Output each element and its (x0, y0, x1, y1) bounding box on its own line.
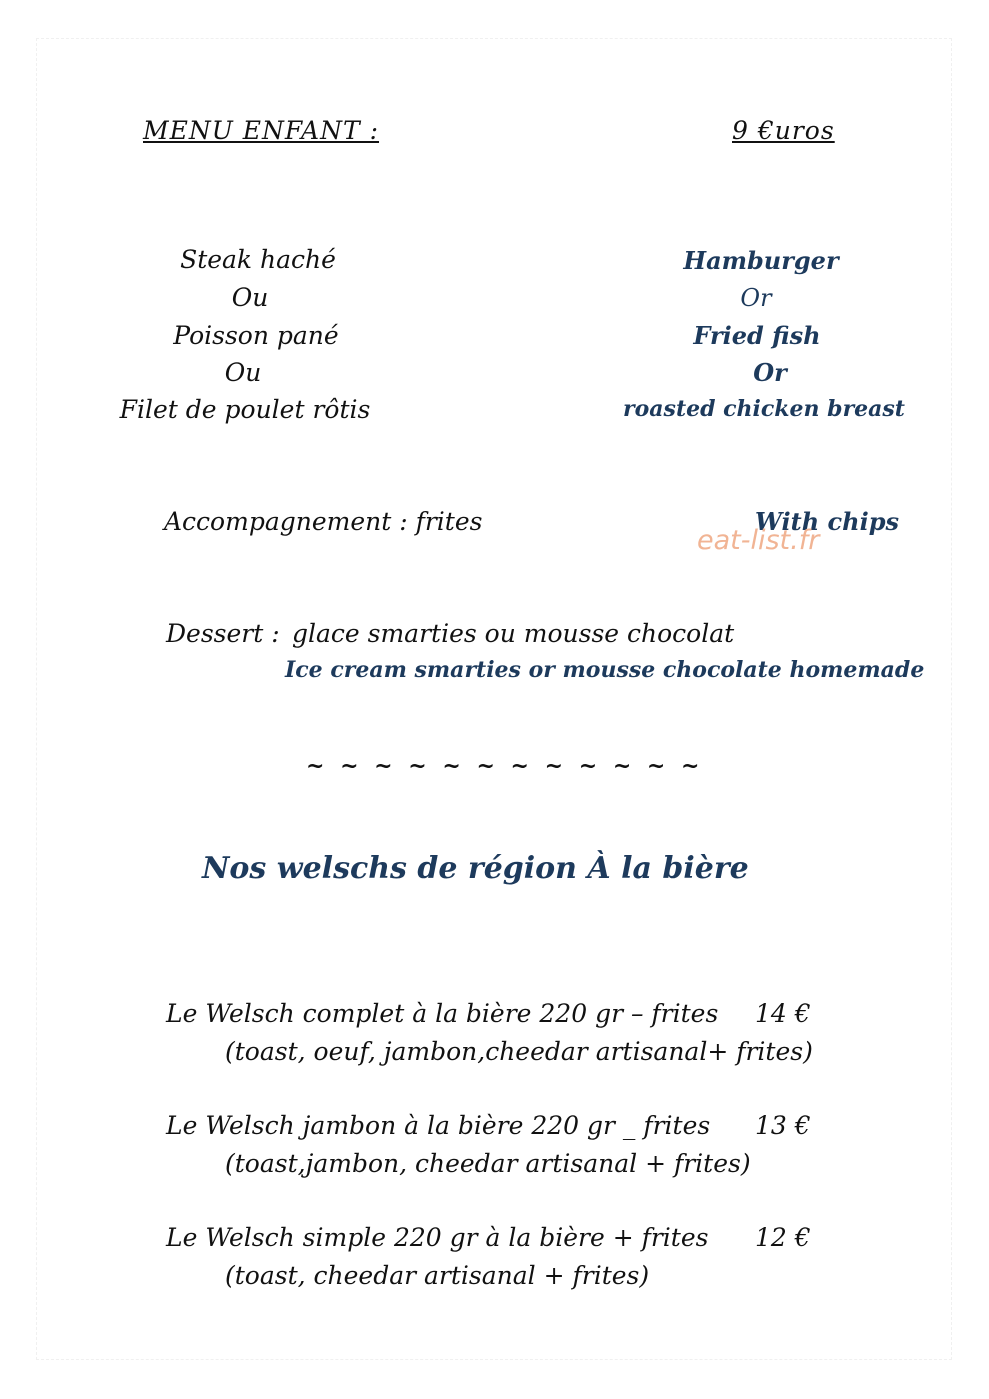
choice-en-chicken: roasted chicken breast (623, 396, 905, 422)
choice-en-or-2: Or (753, 358, 787, 387)
section-title: Nos welschs de région À la bière (202, 851, 749, 886)
welsch-item-price: 13 € (755, 1111, 811, 1140)
welsch-item-price: 14 € (755, 999, 811, 1028)
choice-fr-or-2: Ou (224, 358, 262, 387)
separator: ~ ~ ~ ~ ~ ~ ~ ~ ~ ~ ~ ~ (306, 753, 704, 779)
choice-fr-or-1: Ou (231, 283, 269, 312)
choice-en-or-1: Or (740, 284, 772, 312)
dessert-label: Dessert : (166, 619, 280, 648)
menu-title: MENU ENFANT : (143, 116, 380, 145)
choice-en-fish: Fried fish (693, 321, 821, 350)
welsch-item-name: Le Welsch simple 220 gr à la bière + frites (166, 1223, 709, 1252)
menu-price: 9 €uros (732, 116, 835, 145)
choice-fr-fish: Poisson pané (173, 321, 339, 350)
side-en: With chips (755, 507, 900, 536)
welsch-item-description: (toast,jambon, cheedar artisanal + frites) (225, 1149, 751, 1178)
choice-fr-chicken: Filet de poulet rôtis (119, 395, 371, 424)
dessert-en: Ice cream smarties or mousse chocolate homemade (285, 657, 925, 683)
welsch-item-name: Le Welsch complet à la bière 220 gr – frites (166, 999, 719, 1028)
welsch-item-description: (toast, oeuf, jambon,cheedar artisanal+ frites) (225, 1037, 813, 1066)
watermark-text: eat-list.fr (697, 525, 820, 556)
side-fr: Accompagnement : frites (164, 507, 483, 536)
welsch-item-description: (toast, cheedar artisanal + frites) (225, 1261, 650, 1290)
welsch-item-price: 12 € (755, 1223, 811, 1252)
dessert-fr: glace smarties ou mousse chocolat (292, 619, 735, 648)
choice-fr-steak: Steak haché (180, 245, 336, 274)
welsch-item-name: Le Welsch jambon à la bière 220 gr _ frites (166, 1111, 711, 1140)
choice-en-hamburger: Hamburger (683, 246, 839, 275)
